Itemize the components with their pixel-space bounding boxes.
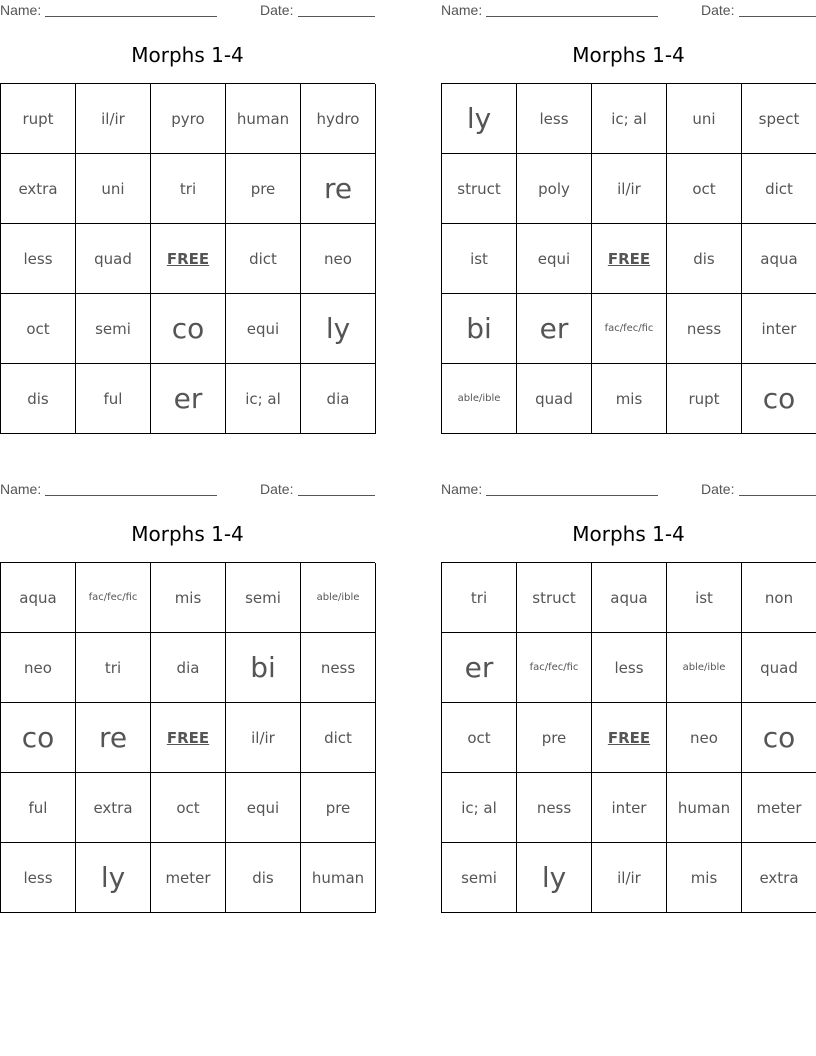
bingo-cell: pre: [226, 154, 301, 224]
bingo-cell: co: [1, 703, 76, 773]
bingo-cell: less: [1, 843, 76, 913]
bingo-cell: er: [517, 294, 592, 364]
bingo-cell: quad: [517, 364, 592, 434]
bingo-grid: [0, 562, 375, 913]
bingo-cell: mis: [151, 563, 226, 633]
bingo-cell: tri: [151, 154, 226, 224]
bingo-cell: er: [442, 633, 517, 703]
bingo-cell: ly: [76, 843, 151, 913]
bingo-cell: ist: [667, 563, 742, 633]
name-label: Name:: [0, 481, 42, 497]
bingo-cell: ness: [301, 633, 376, 703]
bingo-cell: neo: [1, 633, 76, 703]
bingo-cell: fac/fec/fic: [517, 633, 592, 703]
bingo-cell: pre: [517, 703, 592, 773]
name-label: Name:: [441, 481, 483, 497]
bingo-cell: meter: [151, 843, 226, 913]
bingo-cell: less: [592, 633, 667, 703]
card-header: [0, 2, 375, 18]
bingo-cell: uni: [667, 84, 742, 154]
bingo-cell: il/ir: [592, 154, 667, 224]
bingo-cell: co: [742, 364, 816, 434]
bingo-cell: co: [151, 294, 226, 364]
bingo-cell: tri: [442, 563, 517, 633]
bingo-cell: fac/fec/fic: [76, 563, 151, 633]
bingo-cell: poly: [517, 154, 592, 224]
bingo-cell: ful: [76, 364, 151, 434]
bingo-cell: equi: [226, 773, 301, 843]
bingo-cell: il/ir: [226, 703, 301, 773]
bingo-cell: struct: [442, 154, 517, 224]
name-label: Name:: [0, 2, 42, 18]
bingo-cell: pre: [301, 773, 376, 843]
bingo-cell: semi: [76, 294, 151, 364]
bingo-cell: quad: [742, 633, 816, 703]
bingo-cell: equi: [517, 224, 592, 294]
free-space-cell: FREE: [151, 703, 226, 773]
bingo-cell: aqua: [592, 563, 667, 633]
bingo-cell: hydro: [301, 84, 376, 154]
date-label: Date:: [260, 2, 294, 18]
card-header: [441, 481, 816, 497]
bingo-cell: il/ir: [76, 84, 151, 154]
bingo-cell: tri: [76, 633, 151, 703]
bingo-card-3: [0, 479, 375, 913]
bingo-cell: semi: [442, 843, 517, 913]
bingo-cell: aqua: [742, 224, 816, 294]
bingo-cell: oct: [151, 773, 226, 843]
bingo-cell: oct: [1, 294, 76, 364]
bingo-cell: able/ible: [667, 633, 742, 703]
bingo-cell: re: [301, 154, 376, 224]
bingo-card-4: [441, 479, 816, 913]
bingo-cell: semi: [226, 563, 301, 633]
bingo-cell: extra: [76, 773, 151, 843]
bingo-cell: extra: [1, 154, 76, 224]
bingo-cell: extra: [742, 843, 816, 913]
free-space-cell: FREE: [592, 224, 667, 294]
date-label: Date:: [260, 481, 294, 497]
bingo-cell: able/ible: [442, 364, 517, 434]
bingo-card-2: [441, 0, 816, 434]
bingo-cell: spect: [742, 84, 816, 154]
card-title: Morphs 1-4: [572, 43, 685, 67]
bingo-cell: ic; al: [442, 773, 517, 843]
date-blank-line: [298, 495, 375, 496]
bingo-cell: less: [1, 224, 76, 294]
bingo-cell: human: [226, 84, 301, 154]
date-blank-line: [739, 495, 816, 496]
bingo-cell: rupt: [667, 364, 742, 434]
bingo-cell: er: [151, 364, 226, 434]
bingo-cell: ist: [442, 224, 517, 294]
free-space-cell: FREE: [592, 703, 667, 773]
bingo-cell: il/ir: [592, 843, 667, 913]
bingo-cell: dis: [226, 843, 301, 913]
bingo-cell: uni: [76, 154, 151, 224]
bingo-cell: co: [742, 703, 816, 773]
bingo-cell: pyro: [151, 84, 226, 154]
bingo-cell: ness: [667, 294, 742, 364]
bingo-cell: less: [517, 84, 592, 154]
date-blank-line: [298, 16, 375, 17]
bingo-cell: dis: [1, 364, 76, 434]
bingo-cell: ness: [517, 773, 592, 843]
bingo-cell: human: [301, 843, 376, 913]
bingo-cell: ic; al: [592, 84, 667, 154]
bingo-cell: meter: [742, 773, 816, 843]
bingo-cell: ful: [1, 773, 76, 843]
bingo-cell: bi: [442, 294, 517, 364]
bingo-cell: dis: [667, 224, 742, 294]
card-header: [0, 481, 375, 497]
bingo-cell: mis: [667, 843, 742, 913]
bingo-cell: neo: [301, 224, 376, 294]
bingo-cell: inter: [592, 773, 667, 843]
card-header: [441, 2, 816, 18]
bingo-cell: ly: [442, 84, 517, 154]
bingo-cell: able/ible: [301, 563, 376, 633]
bingo-cell: neo: [667, 703, 742, 773]
bingo-cell: re: [76, 703, 151, 773]
name-label: Name:: [441, 2, 483, 18]
bingo-cell: struct: [517, 563, 592, 633]
bingo-cell: human: [667, 773, 742, 843]
bingo-cell: bi: [226, 633, 301, 703]
bingo-cell: ly: [301, 294, 376, 364]
bingo-cell: aqua: [1, 563, 76, 633]
bingo-grid: [441, 562, 816, 913]
bingo-cell: mis: [592, 364, 667, 434]
date-label: Date:: [701, 2, 735, 18]
card-title: Morphs 1-4: [131, 43, 244, 67]
bingo-cell: quad: [76, 224, 151, 294]
card-title: Morphs 1-4: [572, 522, 685, 546]
bingo-cell: dia: [301, 364, 376, 434]
bingo-grid: [0, 83, 375, 434]
bingo-cell: oct: [667, 154, 742, 224]
card-title: Morphs 1-4: [131, 522, 244, 546]
bingo-grid: [441, 83, 816, 434]
name-blank-line: [486, 495, 658, 496]
date-label: Date:: [701, 481, 735, 497]
bingo-cell: dia: [151, 633, 226, 703]
bingo-cell: ic; al: [226, 364, 301, 434]
bingo-cell: ly: [517, 843, 592, 913]
bingo-cell: oct: [442, 703, 517, 773]
bingo-cell: rupt: [1, 84, 76, 154]
bingo-cell: inter: [742, 294, 816, 364]
bingo-card-1: [0, 0, 375, 434]
name-blank-line: [45, 16, 217, 17]
name-blank-line: [45, 495, 217, 496]
date-blank-line: [739, 16, 816, 17]
bingo-cell: dict: [226, 224, 301, 294]
bingo-cell: dict: [742, 154, 816, 224]
bingo-cell: fac/fec/fic: [592, 294, 667, 364]
bingo-cell: equi: [226, 294, 301, 364]
name-blank-line: [486, 16, 658, 17]
bingo-cell: dict: [301, 703, 376, 773]
free-space-cell: FREE: [151, 224, 226, 294]
bingo-cell: non: [742, 563, 816, 633]
